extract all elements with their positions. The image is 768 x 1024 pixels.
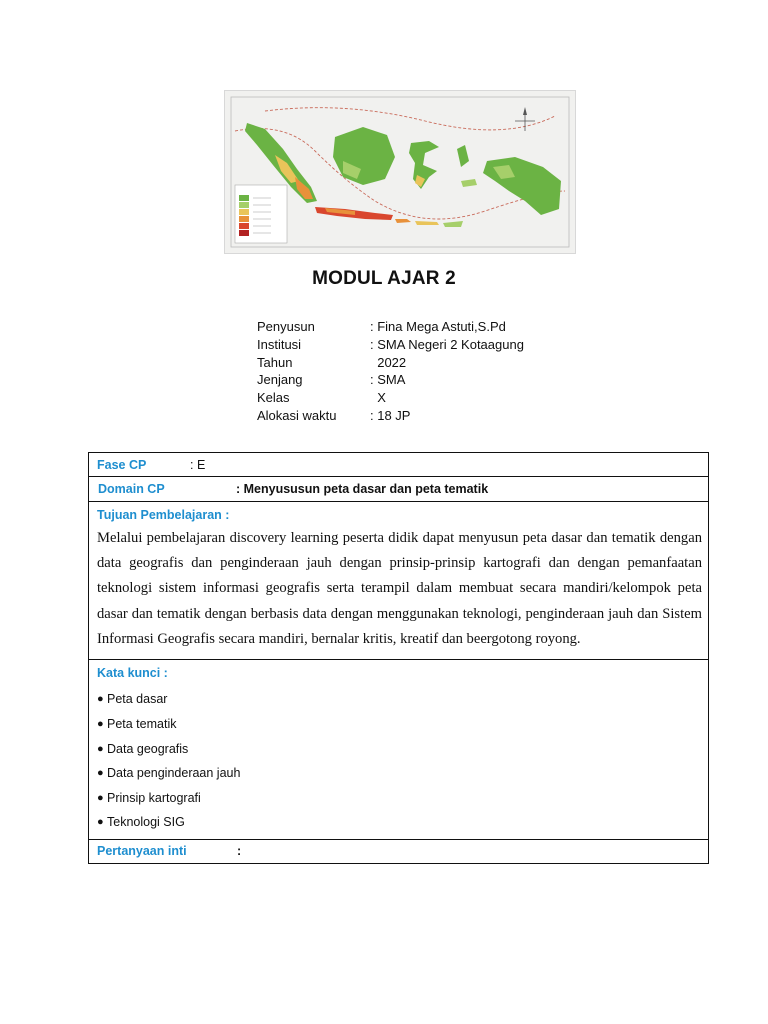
meta-value: : SMA Negeri 2 Kotaagung [370, 336, 524, 352]
kata-kunci-item: Peta tematik [107, 716, 177, 731]
meta-value: : SMA [370, 372, 406, 388]
list-item [97, 785, 700, 810]
meta-row-alokasi-waktu [257, 407, 524, 425]
meta-row-penyusun [257, 318, 524, 336]
meta-value: : 18 JP [370, 407, 411, 423]
bullet-icon: ● [97, 791, 104, 804]
capaian-pembelajaran-table [88, 452, 709, 864]
domain-cp-label: Domain CP [98, 482, 165, 496]
list-item [97, 736, 700, 761]
module-metadata [257, 318, 524, 425]
kata-kunci-item: Prinsip kartografi [107, 790, 201, 805]
meta-row-jenjang [257, 371, 524, 389]
list-item [97, 712, 700, 737]
kata-kunci-label: Kata kunci : [97, 666, 168, 681]
tujuan-pembelajaran-text: Melalui pembelajaran discovery learning peserta didik dapat menyusun peta dasar dan tematik dengan data geografis dan penginderaan jauh dengan prinsip-prinsip kartografi dan dengan pemanfaatan teknologi sistem informasi geografis serta terampil dalam membuat secara mandiri/kelompok peta dasar dan tematik dengan berbasis data dengan menggunakan teknologi, penginderaan jauh dan Sistem Informasi Geografis secara mandiri, bernalar kritis, kreatif dan beergotong royong. [97, 530, 702, 647]
meta-value: X [370, 390, 386, 406]
meta-row-institusi [257, 336, 524, 354]
kata-kunci-row [89, 660, 708, 840]
fase-cp-row [89, 453, 708, 477]
meta-value: : Fina Mega Astuti,S.Pd [370, 319, 506, 334]
bullet-icon: ● [97, 816, 104, 829]
fase-cp-label: Fase CP [97, 457, 147, 472]
meta-label: Institusi [257, 336, 302, 352]
pertanyaan-inti-value: : [237, 844, 242, 859]
meta-label: Tahun [257, 354, 293, 370]
kata-kunci-item: Data geografis [107, 741, 189, 756]
list-item [97, 810, 700, 835]
meta-label: Kelas [257, 390, 290, 406]
bullet-icon: ● [97, 767, 104, 780]
list-item [97, 687, 700, 712]
domain-cp-value: : Menyususun peta dasar dan peta tematik [236, 482, 489, 496]
fase-cp-value: : E [190, 457, 206, 472]
meta-label: Penyusun [257, 319, 315, 334]
bullet-icon: ● [97, 693, 104, 706]
indonesia-population-map [224, 90, 576, 254]
bullet-icon: ● [97, 742, 104, 755]
meta-value: 2022 [370, 354, 407, 370]
pertanyaan-inti-label: Pertanyaan inti [97, 844, 187, 859]
pertanyaan-inti-row [89, 840, 708, 863]
tujuan-pembelajaran-label: Tujuan Pembelajaran : [97, 508, 230, 522]
meta-label: Jenjang [257, 372, 303, 388]
kata-kunci-item: Peta dasar [107, 692, 168, 707]
map-illustration [225, 91, 575, 253]
document-title: MODUL AJAR 2 [312, 268, 456, 289]
list-item [97, 761, 700, 786]
kata-kunci-list [97, 687, 700, 835]
meta-label: Alokasi waktu [257, 407, 337, 423]
meta-row-tahun [257, 354, 524, 372]
domain-cp-row [89, 477, 708, 502]
kata-kunci-item: Teknologi SIG [107, 815, 185, 830]
tujuan-pembelajaran-row [89, 502, 708, 660]
meta-row-kelas [257, 389, 524, 407]
bullet-icon: ● [97, 717, 104, 730]
kata-kunci-item: Data penginderaan jauh [107, 766, 241, 781]
